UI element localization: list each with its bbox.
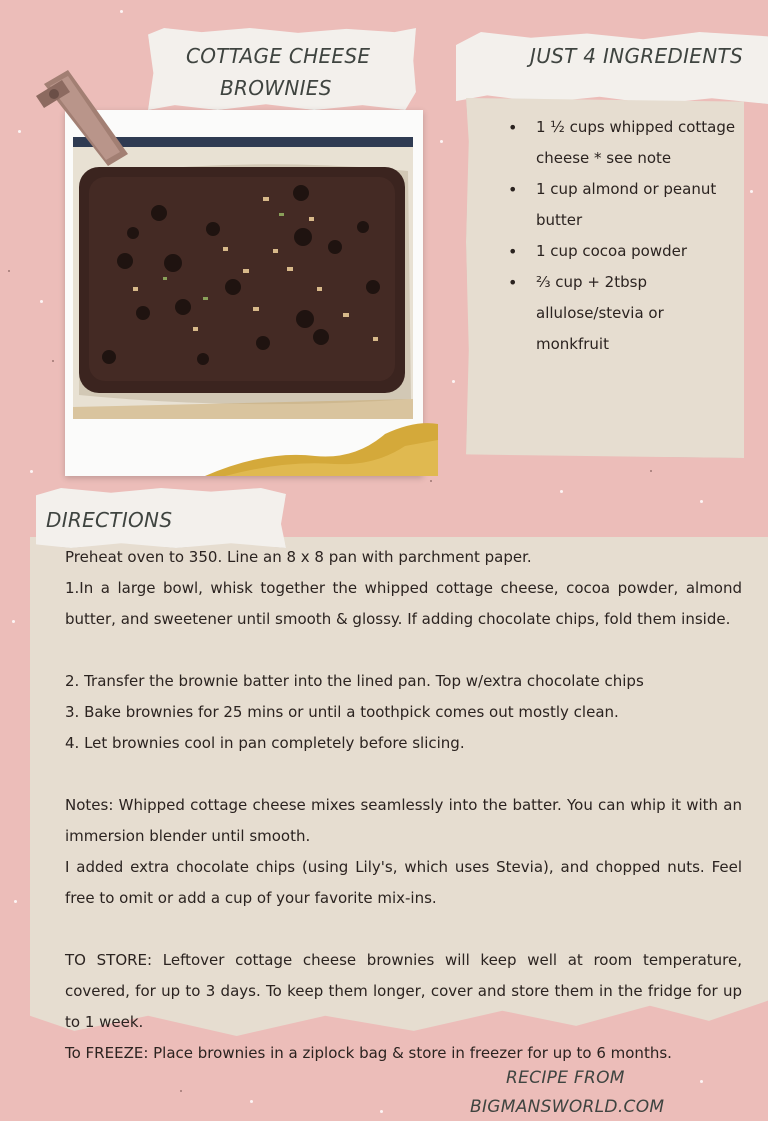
credit-source: BIGMANSWORLD.COM	[470, 1097, 665, 1117]
freeze-paragraph: To FREEZE: Place brownies in a ziplock bag & store in freezer for up to 6 months.	[65, 1044, 672, 1062]
binder-clip-icon	[32, 62, 132, 166]
brownie-photo	[73, 137, 413, 419]
note-paragraph: I added extra chocolate chips (using Lily's, which uses Stevia), and chopped nuts. Feel free to omit or add a cup of your favorite mix-ins.	[65, 858, 742, 907]
brownie-image	[73, 137, 413, 419]
direction-step: 1.In a large bowl, whisk together the whipped cottage cheese, cocoa powder, almond butter, and sweetener until smooth & glossy. If adding chocolate chips, fold them inside.	[65, 579, 742, 628]
gold-glitter-decoration	[205, 420, 438, 476]
direction-step: Preheat oven to 350. Line an 8 x 8 pan with parchment paper.	[65, 548, 532, 566]
directions-heading: DIRECTIONS	[46, 508, 173, 532]
credit-line-1: RECIPE FROM	[506, 1068, 625, 1088]
ingredient-item: • 1 cup cocoa powder	[536, 236, 736, 267]
page-title-line-2: BROWNIES	[220, 76, 332, 100]
direction-step: 4. Let brownies cool in pan completely before slicing.	[65, 734, 465, 752]
ingredient-item: • 1 cup almond or peanut butter	[536, 174, 736, 236]
ingredients-list	[466, 112, 736, 360]
direction-step: 2. Transfer the brownie batter into the lined pan. Top w/extra chocolate chips	[65, 672, 644, 690]
note-paragraph: Notes: Whipped cottage cheese mixes seamlessly into the batter. You can whip it with an immersion blender until smooth.	[65, 796, 742, 845]
ingredients-label-strip	[456, 32, 768, 104]
ingredient-item: • ⅔ cup + 2tbsp allulose/stevia or monkfruit	[536, 267, 736, 360]
storage-paragraph: TO STORE: Leftover cottage cheese brownies will keep well at room temperature, covered, for up to 3 days. To keep them longer, cover and store them in the fridge for up to 1 week.	[65, 951, 742, 1031]
direction-step: 3. Bake brownies for 25 mins or until a toothpick comes out mostly clean.	[65, 703, 619, 721]
ingredients-heading: JUST 4 INGREDIENTS	[530, 44, 743, 68]
ingredient-item: • 1 ½ cups whipped cottage cheese * see note	[536, 112, 736, 174]
page-title-line-1: COTTAGE CHEESE	[186, 44, 371, 68]
